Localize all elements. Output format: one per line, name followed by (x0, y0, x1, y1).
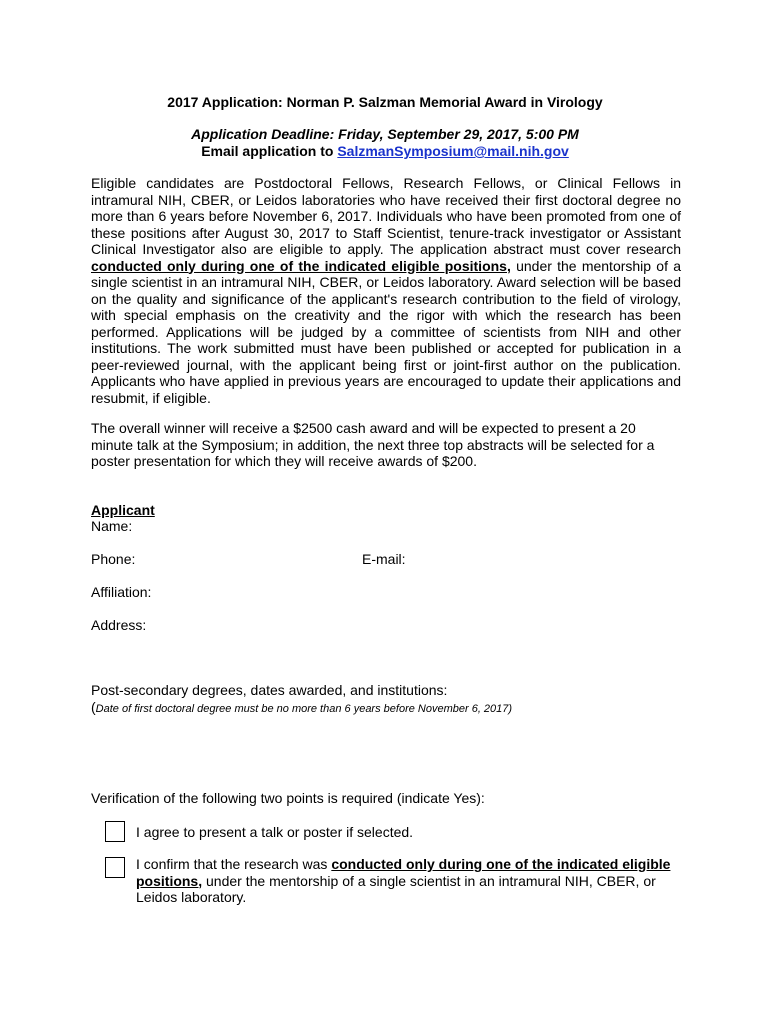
confirm-emphasis: conducted only during one of the indicated eligible positions, (136, 856, 671, 889)
address-label: Address: (91, 617, 147, 633)
eligibility-text-1: Eligible candidates are Postdoctoral Fellows, Research Fellows, or Clinical Fellows in intramural NIH, CBER, or Leidos laboratories who have received their first doctoral degree no more than 6 years before November 6, 2017. Individuals who have been promoted from one of these positions after August 30, 2017 to Staff Scientist, tenure-track investigator or Assistant Clinical Investigator also are eligible to apply. The application abstract must cover research (91, 175, 681, 257)
applicant-heading: Applicant (91, 502, 155, 518)
phone-label: Phone: (91, 551, 136, 567)
agree-present-label: I agree to present a talk or poster if selected. (136, 824, 414, 840)
eligibility-paragraph (91, 175, 681, 406)
award-paragraph: The overall winner will receive a $2500 cash award and will be expected to present a 20 minute talk at the Symposium; in addition, the next three top abstracts will be selected for a poster presentation for which they will receive awards of $200. (91, 420, 655, 469)
application-deadline: Application Deadline: Friday, September 29, 2017, 5:00 PM (191, 126, 579, 142)
degrees-label: Post-secondary degrees, dates awarded, and institutions: (91, 682, 448, 698)
email-label: E-mail: (362, 551, 406, 567)
degrees-note-text: Date of first doctoral degree must be no more than 6 years before November 6, 2017) (95, 703, 513, 715)
eligibility-text-2: under the mentorship of a single scientist in an intramural NIH, CBER, or Leidos laboratory. Award selection will be based on the quality and significance of the applicant's research contribution to the field of virology, with special emphasis on the creativity and the rigor with which the research has been performed. Applications will be judged by a committee of scientists from NIH and other institutions. The work submitted must have been published or accepted for publication in a peer-reviewed journal, with the applicant being first or joint-first author on the publication. Applicants who have applied in previous years are encouraged to update their applications and resubmit, if eligible. (91, 257, 681, 406)
agree-present-checkbox[interactable] (105, 821, 125, 842)
degrees-note-paren: ( (91, 699, 96, 715)
page-title: 2017 Application: Norman P. Salzman Memorial Award in Virology (167, 94, 603, 110)
confirm-suffix: under the mentorship of a single scientist in an intramural NIH, CBER, or Leidos laboratory. (136, 872, 656, 905)
email-link[interactable]: SalzmanSymposium@mail.nih.gov (337, 143, 569, 159)
email-prefix: Email application to (201, 143, 338, 159)
eligibility-emphasis: conducted only during one of the indicated eligible positions, (91, 257, 511, 274)
confirm-research-label (136, 856, 676, 906)
name-label: Name: (91, 518, 133, 534)
verification-intro: Verification of the following two points is required (indicate Yes): (91, 790, 485, 806)
degrees-note (91, 699, 512, 715)
email-instruction (0, 143, 770, 159)
affiliation-label: Affiliation: (91, 584, 152, 600)
confirm-prefix: I confirm that the research was (136, 856, 332, 872)
confirm-research-checkbox[interactable] (105, 857, 125, 878)
